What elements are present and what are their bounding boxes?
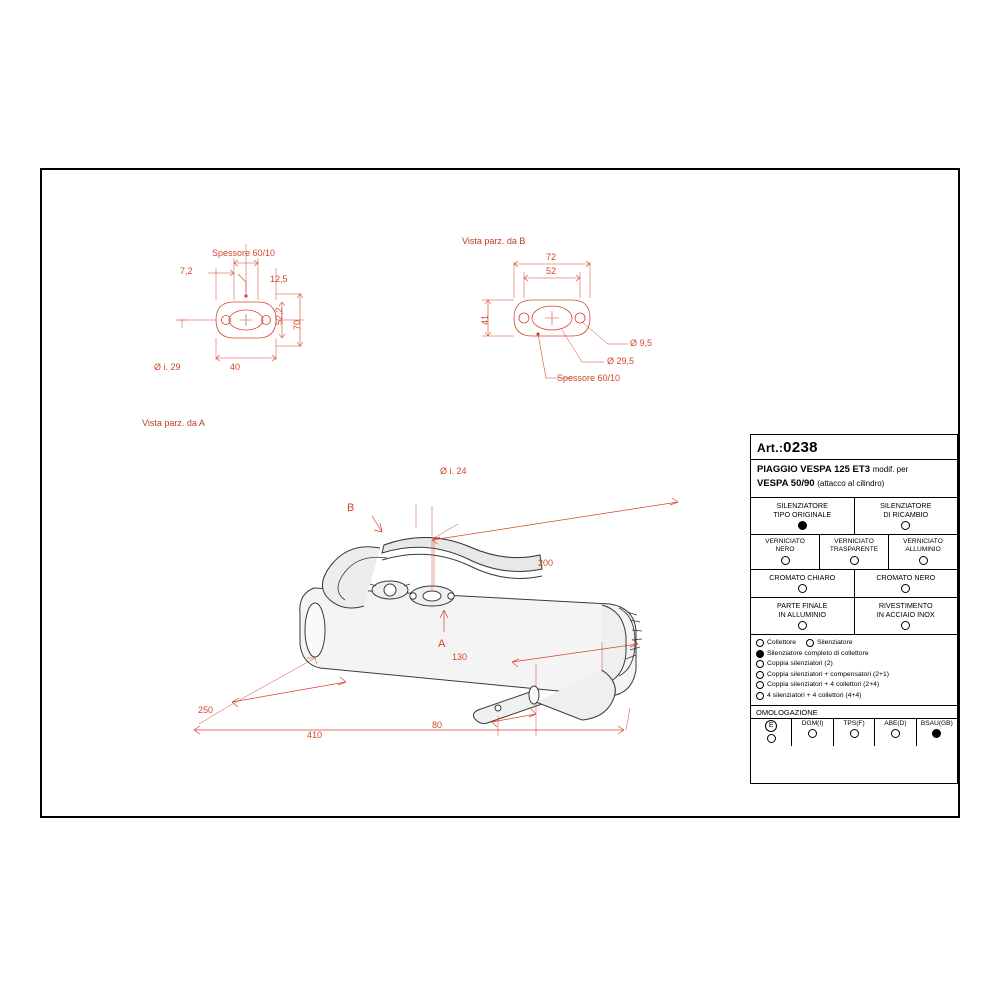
option-label-secondary: Silenziatore: [817, 638, 853, 646]
omologazione-cell[interactable]: [874, 719, 915, 746]
view-a-dim-12-5: 12,5: [270, 274, 288, 284]
option-verniciato-trasparente[interactable]: [819, 535, 888, 569]
main-dim-250: 250: [198, 705, 214, 715]
view-a-thickness-label: Spessore 60/10: [212, 248, 276, 258]
omologazione-radio[interactable]: [767, 734, 776, 743]
option-label: Coppia silenziatori (2): [767, 660, 833, 668]
option-radio[interactable]: [756, 692, 764, 700]
option-silenziatore-tipo-originale[interactable]: [751, 498, 854, 534]
chrome-radio-0[interactable]: [798, 584, 807, 593]
omologazione-cell[interactable]: [791, 719, 832, 746]
chrome-label-0: CROMATO CHIARO: [769, 572, 836, 582]
article-number: 0238: [783, 439, 818, 456]
option-parte-finale-alluminio[interactable]: [751, 598, 854, 634]
option-item[interactable]: [756, 691, 952, 702]
article-label: Art.:: [757, 441, 784, 455]
type-label-1: SILENZIATORE DI RICAMBIO: [880, 500, 932, 519]
material-radio-0[interactable]: [798, 621, 807, 630]
material-label-1: RIVESTIMENTO IN ACCIAIO INOX: [876, 600, 935, 619]
finish-label-2: VERNICIATO ALLUMINIO: [903, 537, 943, 553]
omologazione-label: E: [765, 720, 777, 732]
option-label: Coppia silenziatori + compensatori (2+1): [767, 670, 890, 678]
omologazione-radio[interactable]: [932, 729, 941, 738]
option-label: Coppia silenziatori + 4 collettori (2+4): [767, 681, 880, 689]
omologazione-cell[interactable]: [916, 719, 957, 746]
option-item[interactable]: [756, 670, 952, 681]
main-inner-diam: Ø i. 24: [440, 466, 467, 476]
view-b-drawing: [452, 230, 712, 420]
omologazione-cell[interactable]: [833, 719, 874, 746]
main-dim-410: 410: [307, 730, 323, 740]
view-a-dim-52-2: 52,2: [274, 307, 284, 325]
option-radio[interactable]: [756, 650, 764, 658]
main-dim-130: 130: [452, 652, 468, 662]
option-item[interactable]: [756, 638, 952, 649]
option-label: Collettore: [767, 638, 797, 646]
option-label: 4 silenziatori + 4 collettori (4+4): [767, 691, 862, 699]
model-row: [751, 460, 957, 498]
view-b-dim-hole-diam: Ø 9,5: [630, 338, 653, 348]
view-b-dim-52: 52: [546, 266, 557, 276]
option-item[interactable]: [756, 649, 952, 660]
option-label: Silenziatore completo di collettore: [767, 649, 869, 657]
main-label-a: A: [438, 638, 446, 650]
omologazione-title: OMOLOGAZIONE: [751, 706, 957, 719]
finish-radio-1[interactable]: [850, 556, 859, 565]
type-radio-0[interactable]: [798, 521, 807, 530]
chrome-radio-1[interactable]: [901, 584, 910, 593]
model-line-2-note: (attacco al cilindro): [817, 479, 885, 489]
finish-radio-2[interactable]: [919, 556, 928, 565]
omologazione-label: BSAU(GB): [920, 720, 953, 728]
main-dim-200: 200: [538, 558, 554, 568]
view-a-title: Vista parz. da A: [142, 418, 205, 428]
finish-label-1: VERNICIATO TRASPARENTE: [829, 537, 879, 553]
view-b-thickness-label: Spessore 60/10: [557, 373, 621, 383]
option-item[interactable]: [756, 659, 952, 670]
option-radio[interactable]: [756, 681, 764, 689]
omologazione-label: ABE(D): [884, 720, 907, 728]
type-radio-1[interactable]: [901, 521, 910, 530]
option-cromato-nero[interactable]: [854, 570, 958, 597]
view-b-dim-bore-diam: Ø 29,5: [607, 356, 635, 366]
omologazione-radio[interactable]: [808, 729, 817, 738]
omologazione-cell[interactable]: [751, 719, 791, 746]
option-radio[interactable]: [756, 660, 764, 668]
option-rivestimento-acciaio-inox[interactable]: [854, 598, 958, 634]
view-a-dim-inner-diam: Ø i. 29: [154, 362, 181, 372]
view-a-dim-70: 70: [292, 319, 302, 330]
view-b-title: Vista parz. da B: [462, 236, 526, 246]
option-verniciato-nero[interactable]: [751, 535, 819, 569]
options-list: [751, 635, 957, 706]
model-line-1-note: modif. per: [872, 465, 909, 474]
omologazione-radio[interactable]: [891, 729, 900, 738]
article-row: [751, 435, 957, 460]
type-row: [751, 498, 957, 535]
main-label-b: B: [347, 502, 355, 514]
view-b-dim-41: 41: [480, 314, 490, 325]
material-label-0: PARTE FINALE IN ALLUMINIO: [777, 600, 828, 619]
option-radio-secondary[interactable]: [806, 639, 814, 647]
option-silenziatore-di-ricambio[interactable]: [854, 498, 958, 534]
material-row: [751, 598, 957, 635]
option-radio[interactable]: [756, 639, 764, 647]
chrome-label-1: CROMATO NERO: [876, 572, 936, 582]
model-line-1: PIAGGIO VESPA 125 ET3: [757, 464, 870, 475]
omologazione-label: DGM(I): [801, 720, 824, 728]
finish-radio-0[interactable]: [781, 556, 790, 565]
finish-row: [751, 535, 957, 570]
view-b-dim-72: 72: [546, 252, 557, 262]
chrome-row: [751, 570, 957, 598]
option-item[interactable]: [756, 680, 952, 691]
option-radio[interactable]: [756, 671, 764, 679]
option-cromato-chiaro[interactable]: [751, 570, 854, 597]
main-dim-80: 80: [432, 720, 443, 730]
material-radio-1[interactable]: [901, 621, 910, 630]
type-label-0: SILENZIATORE TIPO ORIGINALE: [773, 500, 832, 519]
omologazione-row: [751, 719, 957, 746]
finish-label-0: VERNICIATO NERO: [765, 537, 805, 553]
title-block: [750, 434, 958, 784]
drawing-sheet: [40, 168, 960, 818]
view-a-dim-7-2: 7,2: [180, 266, 193, 276]
view-a-dim-40: 40: [230, 362, 241, 372]
omologazione-radio[interactable]: [850, 729, 859, 738]
omologazione-label: TPS(F): [843, 720, 865, 728]
model-line-2: VESPA 50/90: [757, 478, 815, 490]
option-verniciato-alluminio[interactable]: [888, 535, 957, 569]
